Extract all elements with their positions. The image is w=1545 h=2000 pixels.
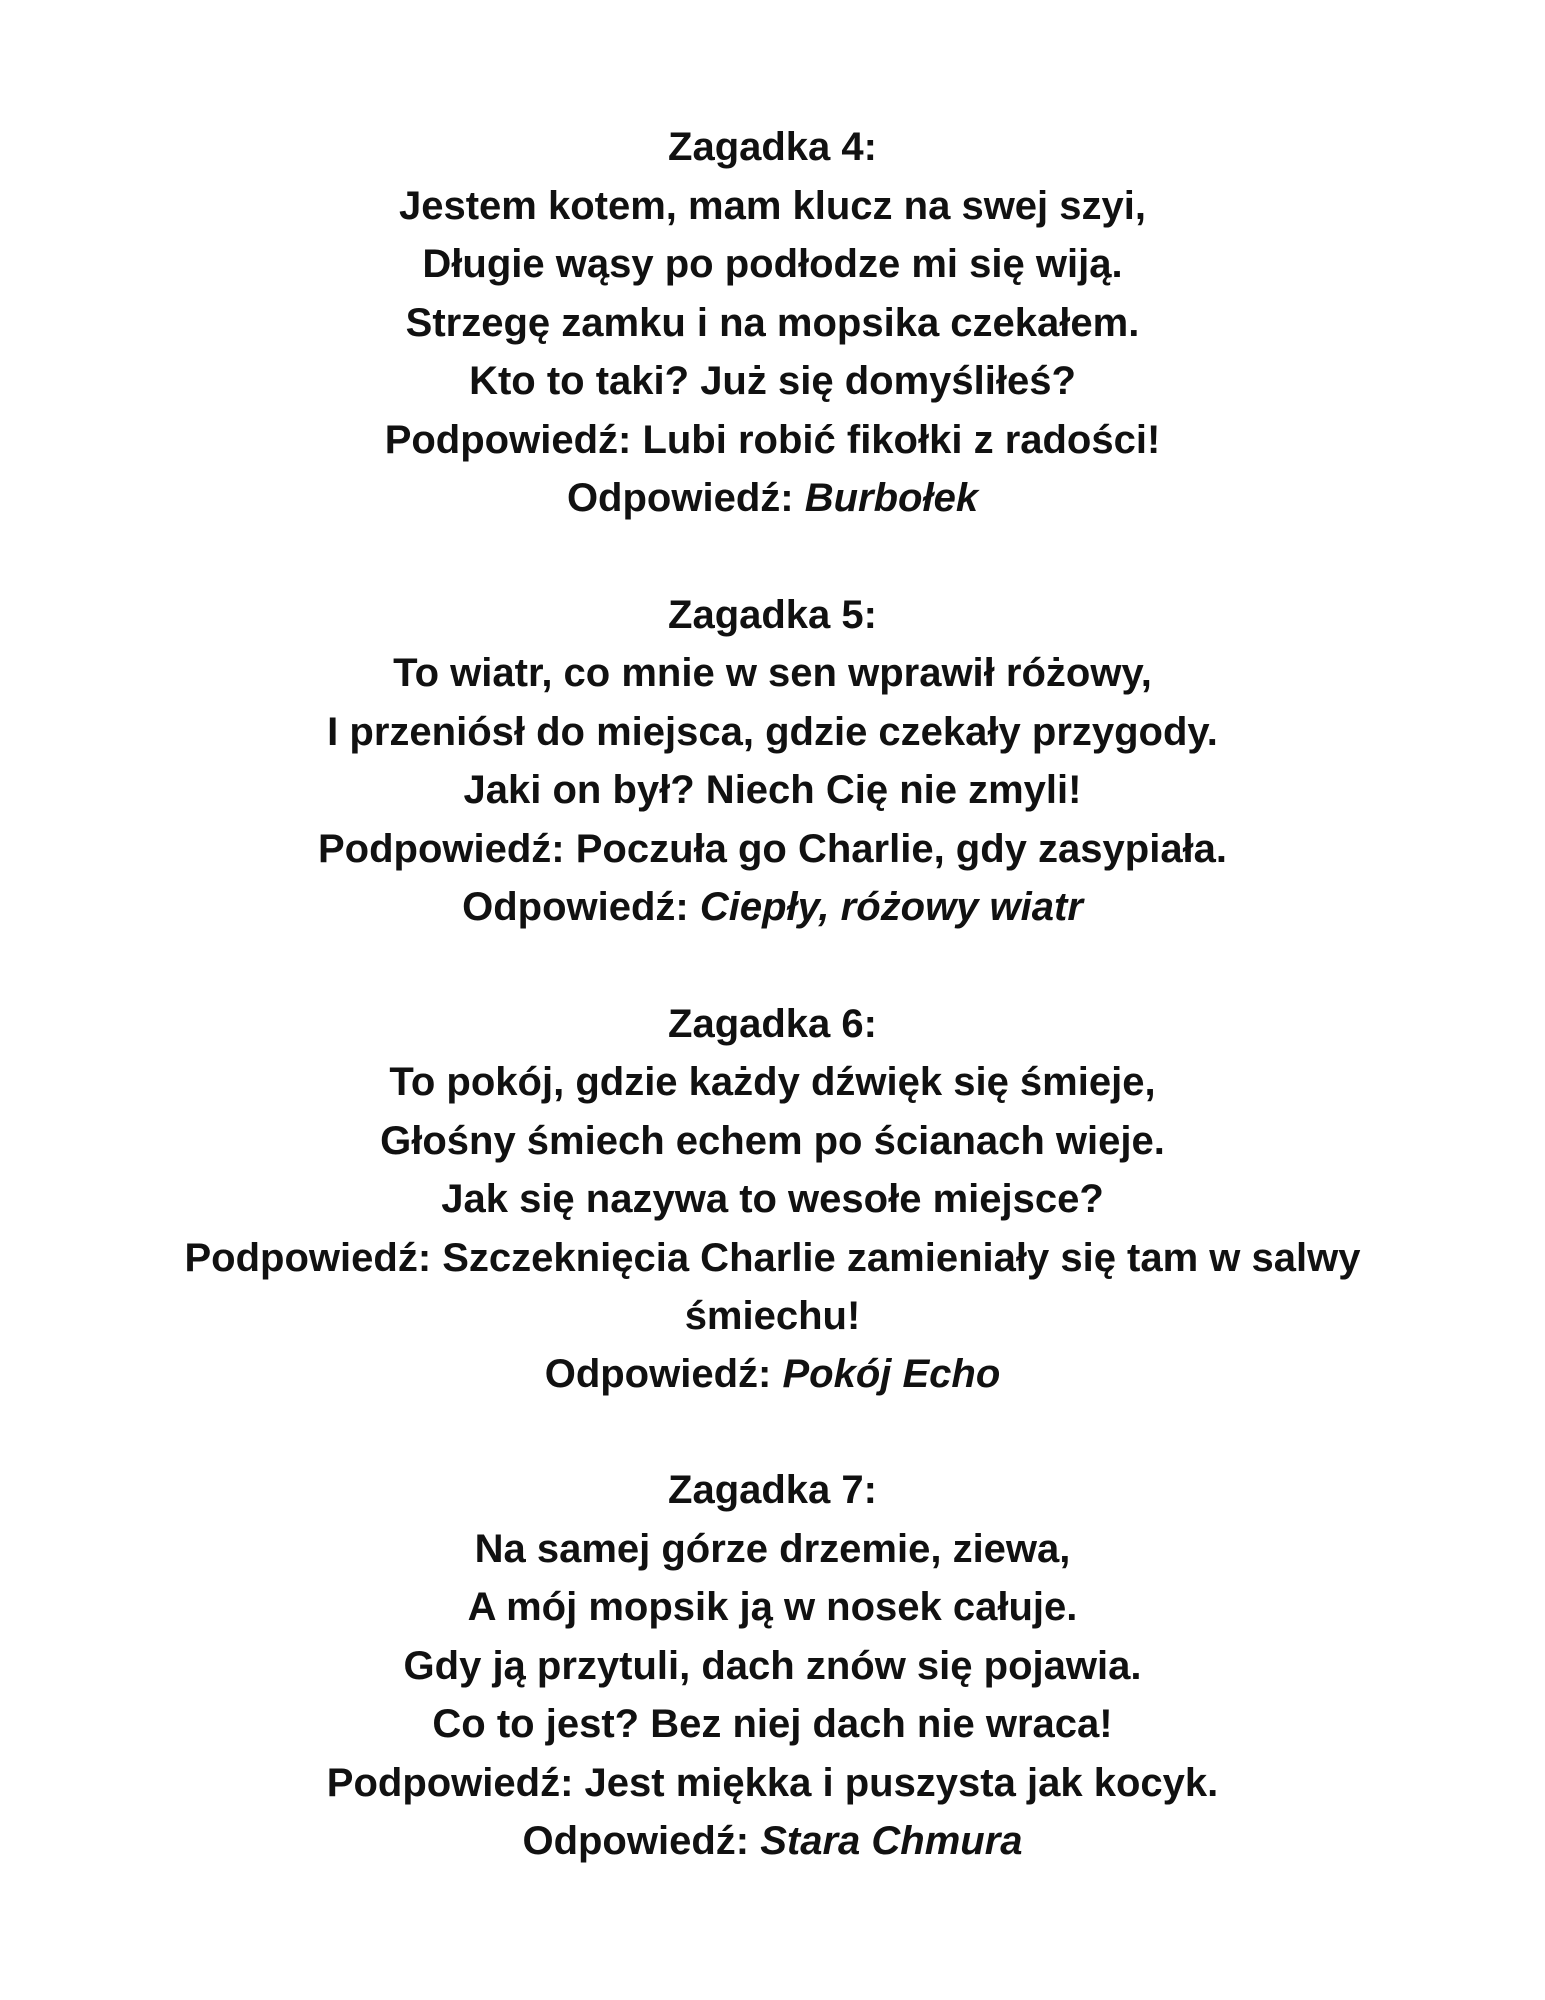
riddle-title: Zagadka 7: <box>668 1468 877 1512</box>
riddle-answer <box>0 469 1545 528</box>
riddle-hint: Podpowiedź: Poczuła go Charlie, gdy zasypiała. <box>317 826 1228 871</box>
answer-label: Odpowiedź: <box>522 1819 750 1863</box>
riddle-verse: A mój mopsik ją w nosek całuje. <box>467 1585 1078 1629</box>
answer-label: Odpowiedź: <box>566 476 794 520</box>
riddle-title: Zagadka 5: <box>668 592 877 637</box>
riddle-hint: Podpowiedź: Szczeknięcia Charlie zamieniały się tam w salwy śmiechu! <box>184 1235 1361 1338</box>
riddle-hint: Podpowiedź: Lubi robić fikołki z radości! <box>384 417 1161 462</box>
riddle-6 <box>0 995 1545 1404</box>
riddle-title: Zagadka 6: <box>668 1001 877 1046</box>
answer-value: Stara Chmura <box>760 1819 1023 1863</box>
riddle-answer <box>0 1345 1545 1404</box>
riddle-verse: To pokój, gdzie każdy dźwięk się śmieje, <box>389 1060 1156 1104</box>
riddle-7 <box>0 1461 1545 1871</box>
riddle-verse: Co to jest? Bez niej dach nie wraca! <box>432 1702 1113 1746</box>
riddle-verse: Kto to taki? Już się domyśliłeś? <box>469 359 1076 403</box>
riddle-verse: I przeniósł do miejsca, gdzie czekały przygody. <box>327 709 1218 754</box>
riddle-page <box>0 118 1545 1929</box>
riddle-hint: Podpowiedź: Jest miękka i puszysta jak kocyk. <box>326 1760 1219 1805</box>
riddle-5 <box>0 586 1545 937</box>
riddle-verse: Jestem kotem, mam klucz na swej szyi, <box>398 183 1146 228</box>
riddle-verse: Jaki on był? Niech Cię nie zmyli! <box>463 768 1082 812</box>
riddle-verse: Strzegę zamku i na mopsika czekałem. <box>405 300 1140 345</box>
riddle-4 <box>0 118 1545 528</box>
riddle-verse: To wiatr, co mnie w sen wprawił różowy, <box>393 651 1152 695</box>
riddle-title: Zagadka 4: <box>668 125 877 169</box>
answer-value: Pokój Echo <box>782 1351 1001 1396</box>
answer-value: Ciepły, różowy wiatr <box>699 885 1083 929</box>
riddle-verse: Jak się nazywa to wesołe miejsce? <box>441 1177 1104 1221</box>
answer-label: Odpowiedź: <box>462 885 689 929</box>
answer-value: Burbołek <box>804 476 979 520</box>
answer-label: Odpowiedź: <box>544 1351 772 1396</box>
riddle-verse: Długie wąsy po podłodze mi się wiją. <box>422 242 1123 286</box>
riddle-answer <box>0 878 1545 937</box>
riddle-answer <box>0 1812 1545 1871</box>
riddle-verse: Gdy ją przytuli, dach znów się pojawia. <box>403 1643 1142 1688</box>
riddle-verse: Na samej górze drzemie, ziewa, <box>474 1526 1071 1571</box>
riddle-verse: Głośny śmiech echem po ścianach wieje. <box>380 1118 1165 1163</box>
